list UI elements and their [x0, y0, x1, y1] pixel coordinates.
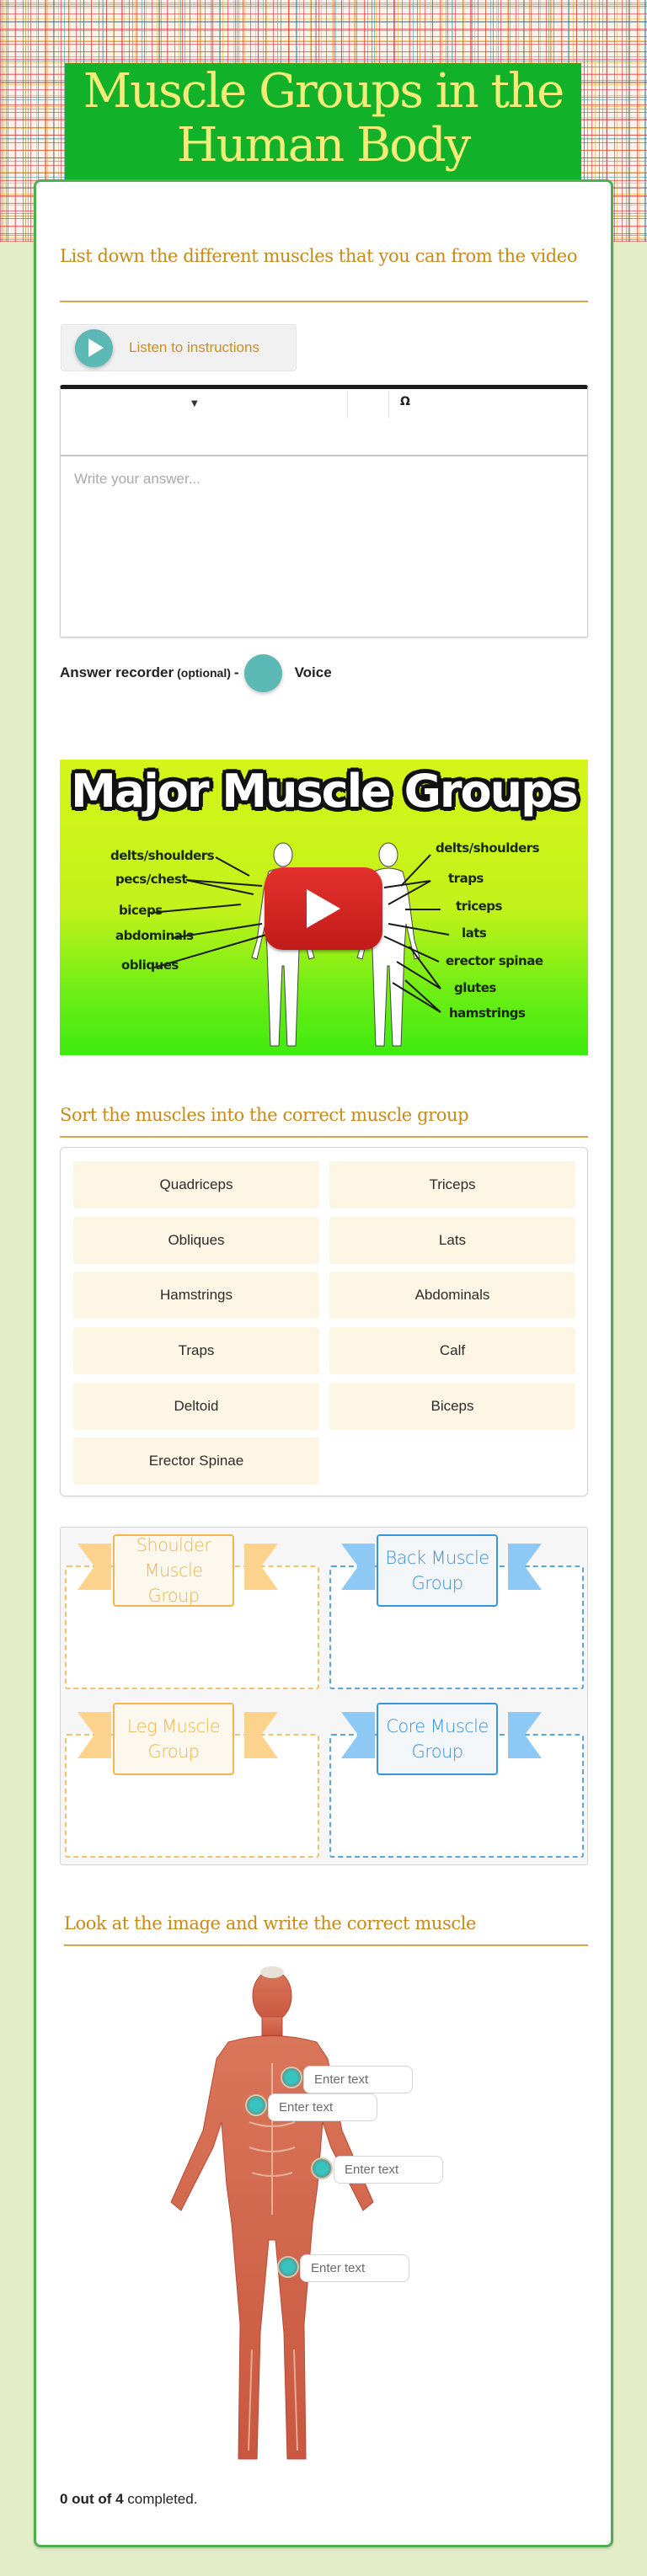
muscle-groups-container [60, 1527, 588, 1865]
ribbon-tail-icon [244, 1712, 278, 1758]
youtube-play-icon[interactable] [265, 867, 382, 950]
draggable-item-calf[interactable]: Calf [329, 1327, 575, 1374]
question2-divider [60, 1136, 588, 1138]
answer-textarea[interactable] [61, 456, 587, 636]
video-label: obliques [121, 957, 179, 973]
recorder-mode-label: Voice [294, 664, 332, 680]
draggable-item-biceps[interactable]: Biceps [329, 1383, 575, 1430]
hotspot-input-4[interactable] [300, 2254, 409, 2282]
video-label: delts/shoulders [436, 840, 540, 856]
draggable-item-obliques[interactable]: Obliques [73, 1217, 319, 1264]
hotspot-pin-3 [311, 2157, 333, 2179]
hotspot-pin-4 [277, 2256, 299, 2278]
draggable-item-lats[interactable]: Lats [329, 1217, 575, 1264]
ribbon-tail-icon [341, 1544, 375, 1590]
video-label: biceps [119, 903, 163, 918]
toolbar-separator [347, 391, 348, 419]
group-label-leg: Leg Muscle Group [113, 1703, 234, 1775]
question2-heading: Sort the muscles into the correct muscle group [60, 1105, 469, 1125]
video-label: pecs/chest [115, 872, 188, 887]
hotspot-pin-2 [245, 2094, 267, 2116]
listen-instructions-label: Listen to instructions [129, 339, 259, 355]
video-label: erector spinae [446, 953, 543, 968]
video-label: lats [462, 925, 487, 941]
video-player[interactable] [60, 760, 588, 1055]
hotspot-input-1[interactable] [303, 2066, 413, 2093]
draggable-item-abdominals[interactable]: Abdominals [329, 1272, 575, 1319]
video-label: triceps [456, 899, 502, 914]
recorder-label: Answer recorder [60, 664, 174, 680]
draggable-item-triceps[interactable]: Triceps [329, 1161, 575, 1208]
anatomy-image [60, 1962, 588, 2476]
completion-suffix: completed. [123, 2491, 198, 2507]
draggable-item-hamstrings[interactable]: Hamstrings [73, 1272, 319, 1319]
completion-count: 0 out of 4 [60, 2491, 124, 2507]
question3-heading: Look at the image and write the correct muscle [64, 1913, 477, 1933]
recorder-optional-label: (optional) [177, 666, 231, 680]
toolbar-separator [388, 391, 389, 419]
ribbon-tail-icon [78, 1544, 111, 1590]
draggable-item-traps[interactable]: Traps [73, 1327, 319, 1374]
ribbon-tail-icon [341, 1712, 375, 1758]
editor-toolbar [61, 389, 587, 456]
group-label-core: Core Muscle Group [377, 1703, 498, 1775]
hotspot-input-3[interactable] [334, 2156, 443, 2184]
question3-divider [64, 1944, 588, 1946]
draggable-item-quadriceps[interactable]: Quadriceps [73, 1161, 319, 1208]
video-label: traps [448, 871, 484, 886]
answer-recorder [60, 653, 332, 693]
video-label: delts/shoulders [110, 848, 215, 863]
hotspot-input-2[interactable] [268, 2093, 377, 2121]
video-label: hamstrings [449, 1005, 526, 1021]
ribbon-tail-icon [244, 1544, 278, 1590]
video-label: glutes [454, 980, 496, 995]
draggable-item-deltoid[interactable]: Deltoid [73, 1383, 319, 1430]
question1-divider [60, 301, 588, 302]
group-label-shoulder: Shoulder Muscle Group [113, 1534, 234, 1607]
completion-status [60, 2491, 197, 2508]
hotspot-pin-1 [281, 2067, 302, 2088]
ribbon-tail-icon [508, 1712, 542, 1758]
sortable-items-container [60, 1147, 588, 1496]
record-button[interactable] [244, 654, 282, 692]
play-icon [75, 329, 113, 367]
listen-instructions-button[interactable] [61, 324, 297, 371]
title-banner [65, 63, 581, 189]
caret-down-icon: ▼ [191, 399, 198, 408]
page-title: Muscle Groups in the Human Body [83, 64, 564, 173]
question1-heading: List down the different muscles that you can from the video [60, 246, 578, 266]
ribbon-tail-icon [78, 1712, 111, 1758]
muscle-anatomy-figure [60, 1962, 588, 2476]
rich-text-editor [60, 385, 588, 637]
recorder-dash: - [233, 664, 239, 680]
format-dropdown[interactable] [61, 389, 347, 421]
video-label: abdominals [115, 928, 194, 943]
special-character-button[interactable]: Ω [400, 395, 410, 408]
group-label-back: Back Muscle Group [377, 1534, 498, 1607]
draggable-item-erector-spinae[interactable]: Erector Spinae [73, 1437, 319, 1485]
video-thumbnail-title: Major Muscle Groups [71, 765, 577, 818]
ribbon-tail-icon [508, 1544, 542, 1590]
